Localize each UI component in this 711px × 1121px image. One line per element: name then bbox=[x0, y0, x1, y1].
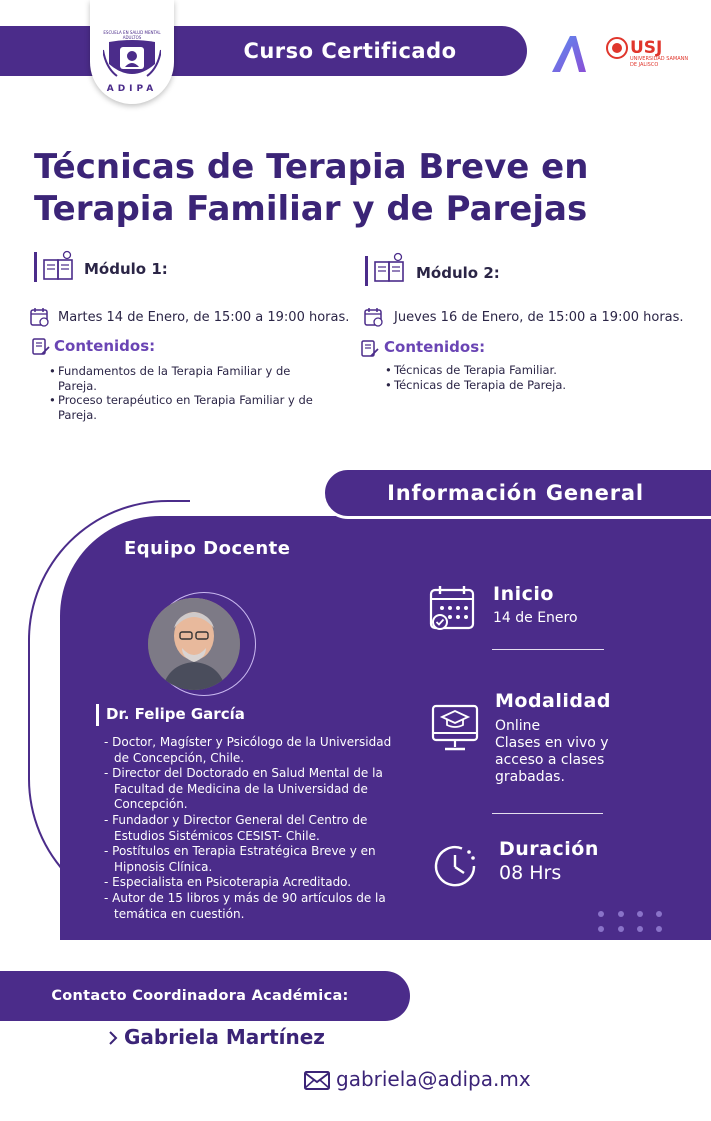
adipa-crest-icon bbox=[103, 38, 161, 84]
usj-logo-text: USJ bbox=[630, 38, 663, 58]
list-item: • Técnicas de Terapia Familiar. bbox=[394, 363, 684, 378]
decorative-dot bbox=[656, 926, 662, 932]
bio-item: - Especialista en Psicoterapia Acreditado. bbox=[104, 875, 352, 890]
adipa-logo-name: ADIPA bbox=[106, 84, 158, 94]
module-2-contents-list bbox=[384, 363, 684, 392]
info-tab-title: Información General bbox=[387, 481, 644, 505]
separator bbox=[492, 649, 604, 650]
document-pen-icon bbox=[361, 340, 379, 358]
bio-item: - Director del Doctorado en Salud Mental de la Facultad de Medicina de la Universidad de Concepción. bbox=[104, 766, 383, 812]
decorative-dot bbox=[637, 926, 643, 932]
calendar-clock-icon bbox=[30, 307, 50, 327]
list-item: • Proceso terapéutico en Terapia Familiar y de Pareja. bbox=[58, 393, 328, 422]
module-1-title: Módulo 1: bbox=[84, 260, 168, 278]
start-value: 14 de Enero bbox=[493, 610, 578, 626]
envelope-icon bbox=[304, 1071, 330, 1090]
teacher-bio bbox=[104, 735, 410, 922]
bio-item: - Fundador y Director General del Centro de Estudios Sistémicos CESIST- Chile. bbox=[104, 812, 368, 843]
teacher-name: Dr. Felipe García bbox=[106, 705, 245, 723]
module-2-title: Módulo 2: bbox=[416, 264, 500, 282]
clock-icon bbox=[432, 843, 480, 889]
module-1-contents-list bbox=[48, 364, 328, 422]
contact-name: Gabriela Martínez bbox=[124, 1025, 325, 1049]
page-title bbox=[34, 146, 674, 230]
teacher-accent-line bbox=[96, 704, 99, 726]
adipa-logo-caption: ESCUELA EN SALUD MENTAL ADULTOS bbox=[103, 30, 161, 40]
decorative-dot bbox=[598, 926, 604, 932]
module-2-accent-line bbox=[365, 256, 368, 286]
decorative-dot bbox=[618, 911, 624, 917]
separator bbox=[492, 813, 603, 814]
bio-item: - Postítulos en Terapia Estratégica Breve y en Hipnosis Clínica. bbox=[104, 844, 376, 874]
page-title-line-1: Técnicas de Terapia Breve en bbox=[34, 147, 589, 187]
contact-label: Contacto Coordinadora Académica: bbox=[51, 988, 349, 1004]
list-item: • Técnicas de Terapia de Pareja. bbox=[394, 378, 684, 393]
duration-value: 08 Hrs bbox=[499, 862, 562, 884]
bio-item: - Doctor, Magíster y Psicólogo de la Universidad de Concepción, Chile. bbox=[104, 735, 392, 765]
module-2-contents-label: Contenidos: bbox=[384, 338, 486, 356]
course-badge: Curso Certificado bbox=[243, 39, 457, 63]
duration-label: Duración bbox=[499, 838, 599, 860]
book-lamp-icon bbox=[42, 250, 76, 282]
module-2-date: Jueves 16 de Enero, de 15:00 a 19:00 horas. bbox=[394, 310, 684, 325]
mode-label: Modalidad bbox=[495, 690, 611, 712]
teacher-photo-icon bbox=[148, 598, 240, 690]
decorative-dot bbox=[618, 926, 624, 932]
decorative-dot bbox=[598, 911, 604, 917]
page-title-line-2: Terapia Familiar y de Parejas bbox=[34, 189, 588, 229]
team-label: Equipo Docente bbox=[124, 538, 291, 559]
calendar-check-icon bbox=[428, 584, 476, 632]
document-pen-icon bbox=[32, 338, 50, 356]
module-1-accent-line bbox=[34, 252, 37, 282]
list-item: • Fundamentos de la Terapia Familiar y de Pareja. bbox=[58, 364, 328, 393]
monitor-graduation-icon bbox=[430, 700, 480, 754]
mode-value-detail: Clases en vivo y acceso a clases grabadas. bbox=[495, 735, 609, 785]
usj-logo-subtext: UNIVERSIDAD SAMANN DE JALISCO bbox=[630, 56, 689, 68]
module-1-contents-label: Contenidos: bbox=[54, 337, 156, 355]
bio-item: - Autor de 15 libros y más de 90 artículos de la temática en cuestión. bbox=[104, 890, 386, 921]
decorative-dot bbox=[637, 911, 643, 917]
calendar-clock-icon bbox=[364, 307, 384, 327]
usj-logo-icon bbox=[606, 37, 628, 59]
start-label: Inicio bbox=[493, 583, 554, 605]
decorative-dot bbox=[656, 911, 662, 917]
partner-a-logo-icon bbox=[550, 34, 588, 74]
book-lamp-icon bbox=[373, 252, 407, 284]
caret-right-icon bbox=[108, 1031, 118, 1045]
avatar bbox=[148, 598, 240, 690]
module-1-date: Martes 14 de Enero, de 15:00 a 19:00 horas. bbox=[58, 310, 350, 325]
mode-value-online: Online bbox=[495, 718, 541, 734]
contact-email-link[interactable]: gabriela@adipa.mx bbox=[336, 1067, 531, 1091]
